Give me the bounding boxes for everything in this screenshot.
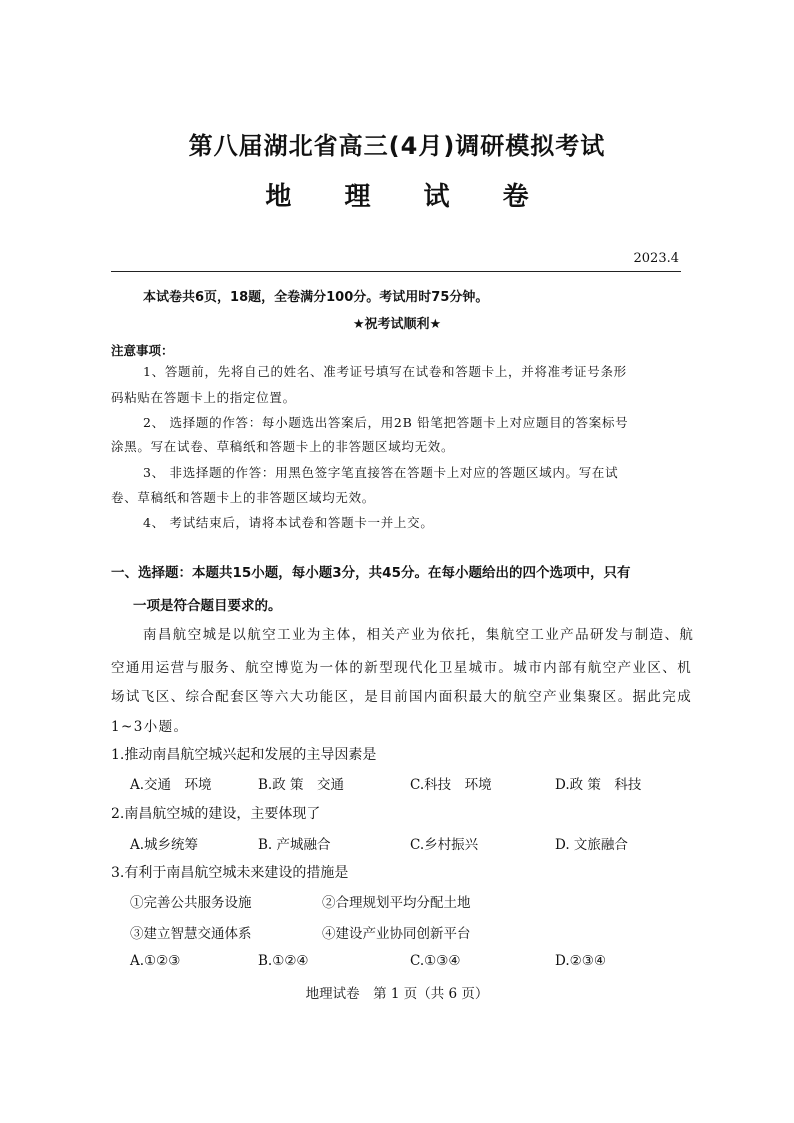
notice-line: 2、 选择题的作答：每小题选出答案后，用2B 铅笔把答题卡上对应题目的答案标号	[143, 415, 629, 430]
q3-option-c: C.①③④	[410, 953, 461, 969]
good-luck-line: ★祝考试顺利★	[352, 317, 442, 332]
q2-option-c: C.乡村振兴	[410, 837, 479, 853]
q1-option-a: A.交通 环境	[130, 777, 212, 793]
q3-option-b: B.①②④	[258, 953, 309, 969]
q2-option-d: D. 文旅融合	[555, 837, 628, 853]
q1-option-b: B.政 策 交通	[258, 777, 345, 793]
section-heading: 一、选择题：本题共15小题，每小题3分，共45分。在每小题给出的四个选项中，只有	[111, 565, 631, 581]
notice-line: 1、答题前，先将自己的姓名、准考证号填写在试卷和答题卡上，并将准考证号条形	[143, 364, 627, 379]
notice-line: 4、 考试结束后，请将本试卷和答题卡一并上交。	[143, 515, 434, 530]
question-2-stem: 2.南昌航空城的建设，主要体现了	[111, 806, 321, 822]
subject-title: 地 理 试 卷	[265, 182, 551, 212]
exam-title: 第八届湖北省高三(4月)调研模拟考试	[188, 132, 606, 160]
page-footer: 地理试卷 第 1 页（共 6 页）	[305, 986, 489, 1002]
question-1-stem: 1.推动南昌航空城兴起和发展的主导因素是	[111, 747, 377, 763]
header-divider	[111, 271, 681, 272]
q3-item-4: ④建设产业协同创新平台	[322, 926, 471, 942]
passage-line: 空通用运营与服务、航空博览为一体的新型现代化卫星城市。城市内部有航空产业区、机	[111, 660, 693, 676]
passage-line: 1~3小题。	[111, 719, 189, 735]
exam-summary: 本试卷共6页，18题，全卷满分100分。考试用时75分钟。	[143, 290, 489, 305]
notice-line: 码粘贴在答题卡上的指定位置。	[111, 390, 296, 405]
q2-option-a: A.城乡统筹	[130, 837, 199, 853]
exam-date: 2023.4	[633, 251, 679, 266]
notice-heading: 注意事项：	[111, 343, 174, 358]
notice-line: 3、 非选择题的作答：用黑色签字笔直接答在答题卡上对应的答题区域内。写在试	[143, 465, 619, 480]
q3-option-d: D.②③④	[555, 953, 606, 969]
q1-option-c: C.科技 环境	[410, 777, 492, 793]
q3-item-2: ②合理规划平均分配土地	[322, 895, 471, 911]
passage-line: 场试飞区、综合配套区等六大功能区，是目前国内面积最大的航空产业集聚区。据此完成	[111, 689, 693, 705]
section-heading-cont: 一项是符合题目要求的。	[133, 598, 282, 614]
passage-line: 南昌航空城是以航空工业为主体，相关产业为依托，集航空工业产品研发与制造、航	[143, 627, 695, 643]
q1-option-d: D.政 策 科技	[555, 777, 642, 793]
q3-item-1: ①完善公共服务设施	[130, 895, 252, 911]
question-3-stem: 3.有利于南昌航空城未来建设的措施是	[111, 865, 349, 881]
q3-option-a: A.①②③	[130, 953, 181, 969]
notice-line: 涂黑。写在试卷、草稿纸和答题卡上的非答题区域均无效。	[111, 439, 455, 454]
notice-line: 卷、草稿纸和答题卡上的非答题区域均无效。	[111, 490, 376, 505]
q2-option-b: B. 产城融合	[258, 837, 331, 853]
q3-item-3: ③建立智慧交通体系	[130, 926, 252, 942]
